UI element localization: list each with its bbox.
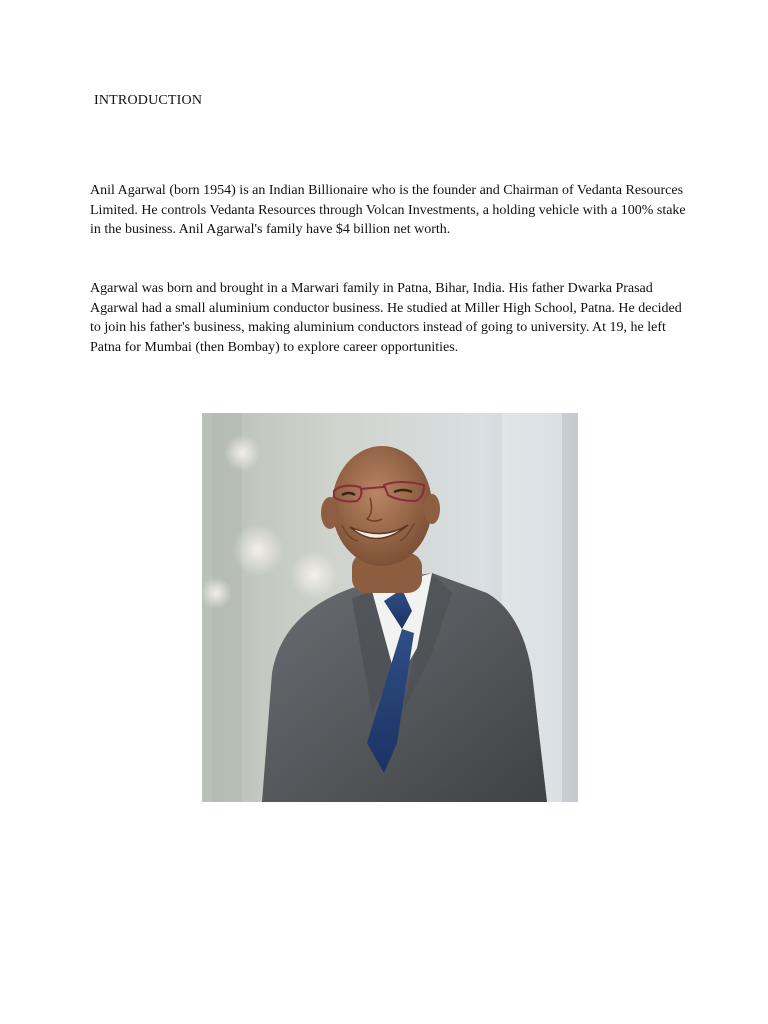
- portrait-photo: [202, 413, 578, 802]
- section-heading: INTRODUCTION: [94, 93, 203, 108]
- paragraph-introduction: Anil Agarwal (born 1954) is an Indian Billionaire who is the founder and Chairman of Vedanta Resources Limited. He controls Vedanta Resources through Volcan Investments, a holding vehicle with a 100% stake in the business. Anil Agarwal's family have $4 billion net worth.: [90, 183, 686, 237]
- paragraph-early-life: Agarwal was born and brought in a Marwari family in Patna, Bihar, India. His father Dwarka Prasad Agarwal had a small aluminium conductor business. He studied at Miller High School, Patna. He decided to join his father's business, making aluminium conductors instead of going to university. At 19, he left Patna for Mumbai (then Bombay) to explore career opportunities.: [90, 281, 682, 355]
